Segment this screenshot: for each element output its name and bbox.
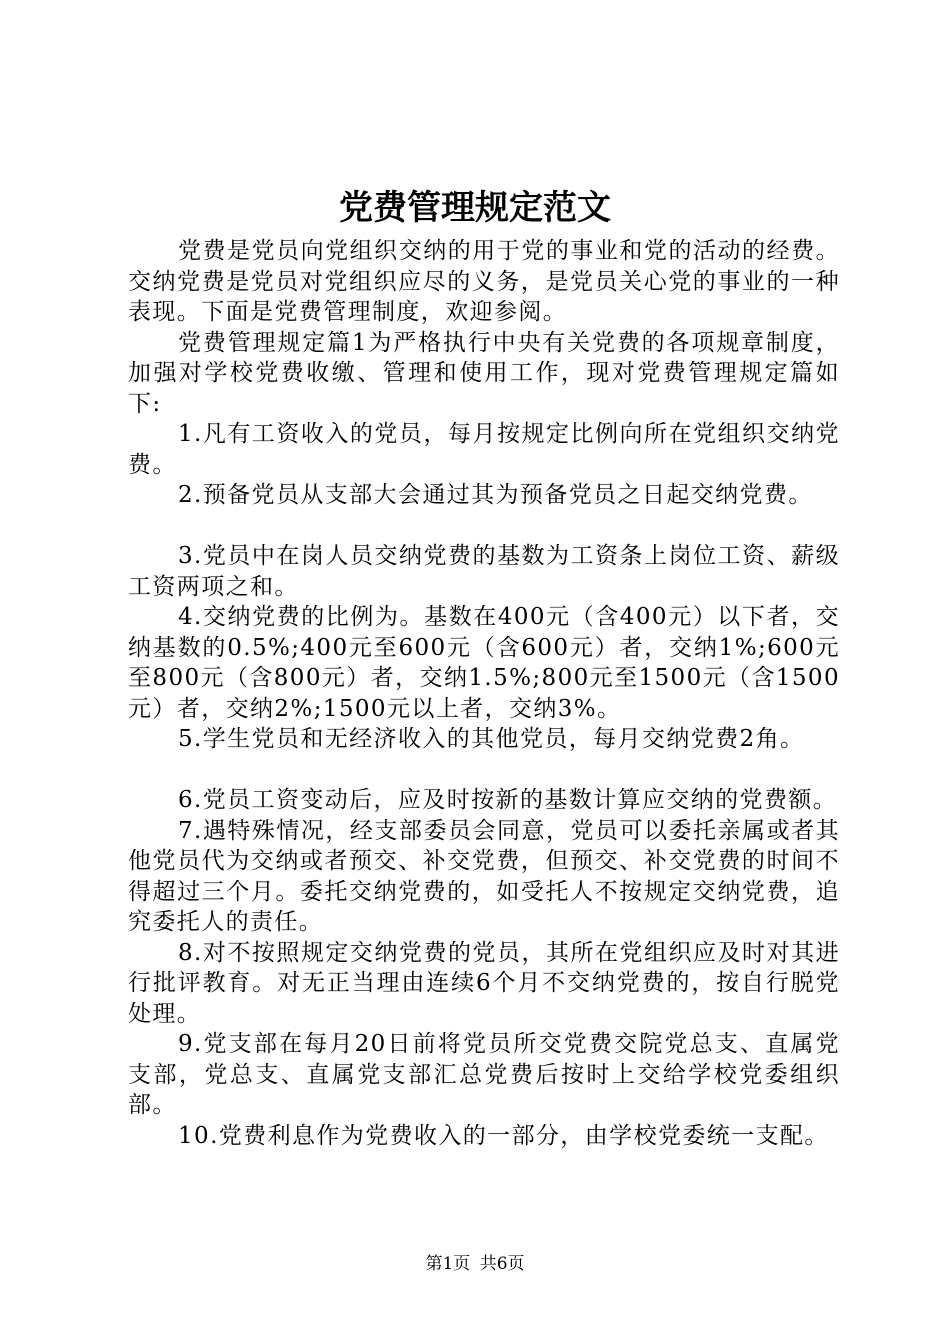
paragraph-item-4: 4.交纳党费的比例为。基数在400元（含400元）以下者，交纳基数的0.5%;400元至600元（含600元）者，交纳1%;600元至800元（含800元）者，交纳1.5%;800元至1500元（含1500元）者，交纳2%;1500元以上者，交纳3%。	[128, 604, 840, 722]
paragraph-item-6: 6.党员工资变动后，应及时按新的基数计算应交纳的党费额。	[178, 787, 838, 813]
paragraph-preface: 党费管理规定篇1为严格执行中央有关党费的各项规章制度，加强对学校党费收缴、管理和使用工作，现对党费管理规定篇如下:	[128, 329, 840, 417]
paragraph-item-2: 2.预备党员从支部大会通过其为预备党员之日起交纳党费。	[178, 482, 813, 508]
document-body	[128, 236, 840, 1151]
paragraph-item-10: 10.党费利息作为党费收入的一部分，由学校党委统一支配。	[178, 1122, 829, 1149]
paragraph-item-1: 1.凡有工资收入的党员，每月按规定比例向所在党组织交纳党费。	[128, 421, 840, 478]
page-number: 第1页	[425, 1254, 471, 1274]
paragraph-item-3: 3.党员中在岗人员交纳党费的基数为工资条上岗位工资、薪级工资两项之和。	[128, 543, 840, 600]
document-title: 党费管理规定范文	[339, 188, 611, 228]
paragraph-item-5: 5.学生党员和无经济收入的其他党员，每月交纳党费2角。	[178, 726, 805, 752]
paragraph-intro: 党费是党员向党组织交纳的用于党的事业和党的活动的经费。交纳党费是党员对党组织应尽的义务，是党员关心党的事业的一种表现。下面是党费管理制度，欢迎参阅。	[128, 238, 840, 325]
paragraph-item-9: 9.党支部在每月20日前将党员所交党费交院党总支、直属党支部，党总支、直属党支部汇总党费后按时上交给学校党委组织部。	[128, 1031, 840, 1118]
page-total: 共6页	[479, 1254, 525, 1274]
paragraph-item-7: 7.遇特殊情况，经支部委员会同意，党员可以委托亲属或者其他党员代为交纳或者预交、补交党费，但预交、补交党费的时间不得超过三个月。委托交纳党费的，如受托人不按规定交纳党费，追究委托人的责任。	[128, 817, 840, 935]
paragraph-item-8: 8.对不按照规定交纳党费的党员，其所在党组织应及时对其进行批评教育。对无正当理由连续6个月不交纳党费的，按自行脱党处理。	[128, 939, 840, 1027]
page-footer	[0, 1249, 950, 1274]
